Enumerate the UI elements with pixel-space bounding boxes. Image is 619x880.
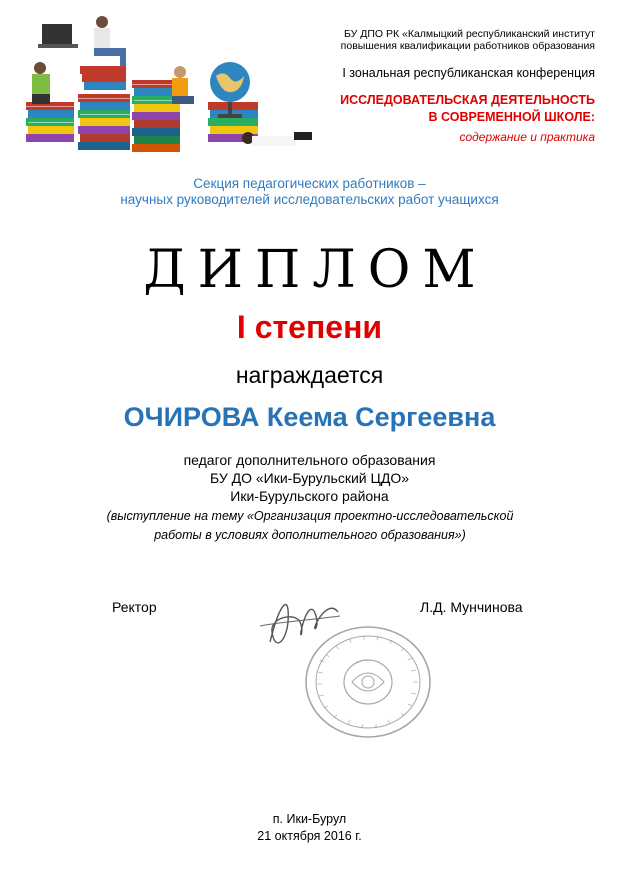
official-seal-stamp (300, 620, 440, 740)
speech-topic-line-1: (выступление на тему «Организация проектно-исследовательской (106, 509, 514, 523)
recipient-organization: БУ ДО «Ики-Бурульский ЦДО» (209, 470, 410, 486)
conference-subtopic: содержание и практика (459, 130, 595, 144)
diploma-degree: I степени (236, 309, 383, 345)
topic-line-2: В СОВРЕМЕННОЙ ШКОЛЕ: (428, 110, 595, 124)
recipient-district: Ики-Бурульского района (230, 488, 389, 504)
institute-line-1: БУ ДПО РК «Калмыцкий республиканский институт (343, 28, 595, 40)
student-left (32, 62, 50, 104)
student-reading (172, 66, 194, 104)
student-top (94, 16, 126, 66)
speech-topic-line-2: работы в условиях дополнительного образования») (154, 528, 466, 542)
issue-place: п. Ики-Бурул (272, 812, 347, 826)
institute-line-2: повышения квалификации работников образования (340, 40, 595, 52)
header-illustration-books-students (20, 10, 320, 160)
recipient-position: педагог дополнительного образования (183, 452, 436, 468)
recipient-name: ОЧИРОВА Кеема Сергеевна (123, 402, 496, 432)
section-line-1: Секция педагогических работников – (193, 176, 426, 191)
awarded-text: награждается (235, 362, 384, 388)
conference-topic (295, 92, 595, 126)
laptop (38, 24, 78, 48)
conference-name: I зональная республиканская конференция (342, 66, 595, 80)
institute-name (325, 28, 595, 52)
issue-date: 21 октября 2016 г. (257, 829, 362, 843)
signer-role: Ректор (112, 599, 157, 615)
diploma-title: ДИПЛОМ (143, 240, 488, 300)
topic-line-1: ИССЛЕДОВАТЕЛЬСКАЯ ДЕЯТЕЛЬНОСТЬ (340, 93, 595, 107)
signer-name: Л.Д. Мунчинова (420, 599, 523, 615)
section-line-2: научных руководителей исследовательских работ учащихся (120, 192, 499, 207)
